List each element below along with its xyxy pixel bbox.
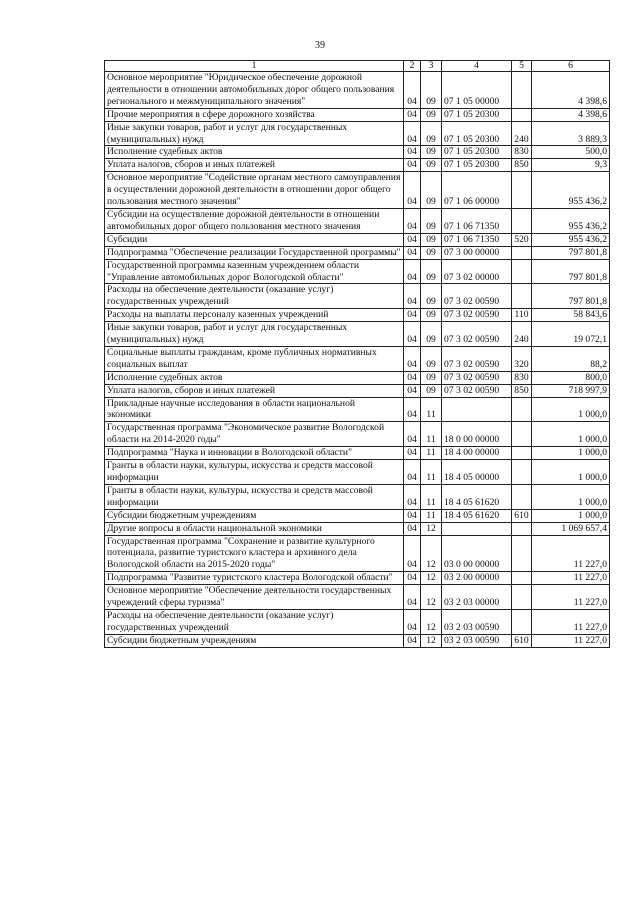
cell-expense-type [512,585,532,610]
cell-name: Социальные выплаты гражданам, кроме публичных нормативных социальных выплат [105,346,404,371]
cell-subsection: 11 [421,509,442,522]
cell-name: Государственной программы казенным учреждением области "Управление автомобильных дорог Вологодской области" [105,259,404,284]
table-row [105,535,610,572]
table-row [105,72,610,109]
cell-subsection: 11 [421,460,442,485]
cell-expense-type [512,72,532,109]
cell-section: 04 [404,233,421,246]
table-row [105,447,610,460]
table-row [105,422,610,447]
cell-target: 07 1 05 20300 [442,121,512,146]
cell-section: 04 [404,609,421,634]
cell-section: 04 [404,246,421,259]
cell-subsection: 09 [421,159,442,172]
cell-expense-type: 830 [512,371,532,384]
cell-amount: 797 801,8 [532,246,610,259]
cell-name: Расходы на выплаты персоналу казенных учреждений [105,309,404,322]
cell-name: Исполнение судебных актов [105,371,404,384]
header-cell-expense-type: 5 [512,61,532,72]
cell-amount: 4 398,6 [532,72,610,109]
cell-amount: 11 227,0 [532,634,610,647]
cell-target: 07 1 05 20300 [442,108,512,121]
cell-section: 04 [404,422,421,447]
cell-expense-type: 850 [512,159,532,172]
cell-name: Подпрограмма "Наука и инновации в Вологодской области" [105,447,404,460]
table-row [105,259,610,284]
cell-subsection: 09 [421,208,442,233]
cell-subsection: 09 [421,172,442,209]
cell-name: Уплата налогов, сборов и иных платежей [105,384,404,397]
cell-section: 04 [404,208,421,233]
table-row [105,509,610,522]
cell-subsection: 09 [421,259,442,284]
cell-section: 04 [404,346,421,371]
cell-name: Государственная программа "Экономическое развитие Вологодской области на 2014-2020 годы" [105,422,404,447]
cell-subsection: 09 [421,146,442,159]
cell-target [442,522,512,535]
cell-name: Иные закупки товаров, работ и услуг для государственных (муниципальных) нужд [105,121,404,146]
cell-amount: 955 436,2 [532,172,610,209]
cell-amount: 500,0 [532,146,610,159]
cell-expense-type: 110 [512,309,532,322]
cell-expense-type [512,108,532,121]
cell-subsection: 09 [421,284,442,309]
cell-target: 07 1 05 00000 [442,72,512,109]
cell-target: 18 4 05 00000 [442,460,512,485]
header-cell-target: 4 [442,61,512,72]
table-row [105,397,610,422]
cell-expense-type: 610 [512,634,532,647]
header-cell-section: 2 [404,61,421,72]
cell-subsection: 11 [421,422,442,447]
cell-name: Субсидии бюджетным учреждениям [105,634,404,647]
cell-name: Субсидии на осуществление дорожной деятельности в отношении автомобильных дорог общего пользования местного значения [105,208,404,233]
cell-subsection: 11 [421,484,442,509]
cell-target: 07 1 05 20300 [442,146,512,159]
cell-section: 04 [404,634,421,647]
cell-target: 07 3 00 00000 [442,246,512,259]
cell-name: Государственная программа "Сохранение и развитие культурного потенциала, развитие туристского кластера и архивного дела Вологодской области на 2015-2020 годы" [105,535,404,572]
header-cell-name: 1 [105,61,404,72]
budget-table [104,60,610,648]
cell-section: 04 [404,284,421,309]
table-row [105,208,610,233]
header-cell-amount: 6 [532,61,610,72]
cell-name: Расходы на обеспечение деятельности (оказание услуг) государственных учреждений [105,284,404,309]
cell-section: 04 [404,509,421,522]
table-row [105,484,610,509]
table-row [105,346,610,371]
cell-amount: 1 000,0 [532,460,610,485]
cell-target: 03 2 03 00590 [442,634,512,647]
cell-subsection: 09 [421,384,442,397]
table-row [105,159,610,172]
cell-target: 03 2 00 00000 [442,572,512,585]
cell-target: 18 4 00 00000 [442,447,512,460]
cell-name: Другие вопросы в области национальной экономики [105,522,404,535]
cell-section: 04 [404,259,421,284]
cell-target: 07 3 02 00590 [442,309,512,322]
cell-amount: 718 997,9 [532,384,610,397]
cell-amount: 1 000,0 [532,397,610,422]
cell-subsection: 09 [421,322,442,347]
cell-name: Гранты в области науки, культуры, искусства и средств массовой информации [105,460,404,485]
table-row [105,585,610,610]
cell-expense-type: 850 [512,384,532,397]
cell-subsection: 12 [421,535,442,572]
cell-amount: 800,0 [532,371,610,384]
cell-section: 04 [404,146,421,159]
cell-target [442,397,512,422]
cell-subsection: 11 [421,397,442,422]
table-row [105,146,610,159]
cell-amount: 4 398,6 [532,108,610,121]
cell-target: 18 0 00 00000 [442,422,512,447]
table-row [105,121,610,146]
cell-target: 07 1 06 00000 [442,172,512,209]
cell-name: Прочие мероприятия в сфере дорожного хозяйства [105,108,404,121]
table-row [105,233,610,246]
cell-expense-type: 320 [512,346,532,371]
cell-expense-type [512,460,532,485]
cell-expense-type: 240 [512,322,532,347]
cell-target: 03 2 03 00590 [442,609,512,634]
cell-amount: 1 069 657,4 [532,522,610,535]
cell-target: 03 0 00 00000 [442,535,512,572]
cell-expense-type [512,208,532,233]
cell-expense-type [512,259,532,284]
cell-subsection: 12 [421,609,442,634]
cell-section: 04 [404,572,421,585]
cell-expense-type: 830 [512,146,532,159]
cell-expense-type: 610 [512,509,532,522]
table-row [105,634,610,647]
cell-name: Прикладные научные исследования в области национальной экономики [105,397,404,422]
table-row [105,384,610,397]
cell-amount: 1 000,0 [532,447,610,460]
cell-subsection: 09 [421,246,442,259]
cell-target: 18 4 05 61620 [442,509,512,522]
cell-target: 07 3 02 00590 [442,322,512,347]
cell-amount: 1 000,0 [532,422,610,447]
cell-amount: 19 072,1 [532,322,610,347]
cell-name: Основное мероприятие "Содействие органам местного самоуправления в осуществлении дорожной деятельности в отношении дорог общего пользования местного значения" [105,172,404,209]
cell-subsection: 11 [421,447,442,460]
cell-section: 04 [404,322,421,347]
cell-subsection: 09 [421,108,442,121]
cell-name: Основное мероприятие "Юридическое обеспечение дорожной деятельности в отношении автомобильных дорог общего пользования регионального и межмуниципального значения" [105,72,404,109]
cell-target: 03 2 03 00000 [442,585,512,610]
cell-expense-type: 240 [512,121,532,146]
cell-expense-type [512,172,532,209]
cell-amount: 955 436,2 [532,233,610,246]
cell-target: 07 3 02 00590 [442,346,512,371]
cell-subsection: 12 [421,585,442,610]
cell-section: 04 [404,309,421,322]
cell-name: Иные закупки товаров, работ и услуг для государственных (муниципальных) нужд [105,322,404,347]
cell-amount: 9,3 [532,159,610,172]
cell-amount: 955 436,2 [532,208,610,233]
cell-section: 04 [404,522,421,535]
cell-section: 04 [404,397,421,422]
cell-name: Субсидии бюджетным учреждениям [105,509,404,522]
table-row [105,522,610,535]
cell-section: 04 [404,371,421,384]
table-row [105,108,610,121]
cell-amount: 797 801,8 [532,284,610,309]
table-row [105,172,610,209]
cell-section: 04 [404,484,421,509]
cell-amount: 1 000,0 [532,509,610,522]
cell-expense-type [512,284,532,309]
cell-section: 04 [404,384,421,397]
cell-amount: 11 227,0 [532,535,610,572]
cell-section: 04 [404,460,421,485]
cell-target: 07 3 02 00590 [442,284,512,309]
cell-subsection: 09 [421,309,442,322]
table-row [105,371,610,384]
cell-subsection: 09 [421,233,442,246]
cell-section: 04 [404,172,421,209]
cell-section: 04 [404,447,421,460]
cell-name: Уплата налогов, сборов и иных платежей [105,159,404,172]
cell-name: Подпрограмма "Обеспечение реализации Государственной программы" [105,246,404,259]
cell-expense-type [512,609,532,634]
cell-target: 07 1 06 71350 [442,208,512,233]
cell-subsection: 09 [421,346,442,371]
cell-name: Субсидии [105,233,404,246]
table-row [105,572,610,585]
cell-expense-type [512,535,532,572]
cell-target: 07 3 02 00590 [442,371,512,384]
cell-name: Подпрограмма "Развитие туристского кластера Вологодской области" [105,572,404,585]
cell-section: 04 [404,72,421,109]
cell-target: 07 3 02 00590 [442,384,512,397]
cell-amount: 3 889,3 [532,121,610,146]
cell-section: 04 [404,535,421,572]
header-row [105,61,610,72]
cell-expense-type: 520 [512,233,532,246]
cell-amount: 11 227,0 [532,572,610,585]
cell-expense-type [512,522,532,535]
page-number: 39 [315,40,325,51]
cell-amount: 88,2 [532,346,610,371]
cell-target: 07 1 06 71350 [442,233,512,246]
cell-name: Исполнение судебных актов [105,146,404,159]
cell-target: 07 3 02 00000 [442,259,512,284]
table-row [105,284,610,309]
cell-name: Гранты в области науки, культуры, искусства и средств массовой информации [105,484,404,509]
cell-amount: 797 801,8 [532,259,610,284]
cell-target: 18 4 05 61620 [442,484,512,509]
header-cell-subsection: 3 [421,61,442,72]
cell-subsection: 12 [421,634,442,647]
cell-expense-type [512,397,532,422]
cell-subsection: 09 [421,121,442,146]
cell-expense-type [512,246,532,259]
cell-name: Расходы на обеспечение деятельности (оказание услуг) государственных учреждений [105,609,404,634]
cell-amount: 11 227,0 [532,609,610,634]
table-row [105,609,610,634]
cell-section: 04 [404,159,421,172]
cell-expense-type [512,422,532,447]
cell-amount: 11 227,0 [532,585,610,610]
cell-amount: 58 843,6 [532,309,610,322]
cell-name: Основное мероприятие "Обеспечение деятельности государственных учреждений сферы туризма" [105,585,404,610]
cell-subsection: 09 [421,371,442,384]
cell-amount: 1 000,0 [532,484,610,509]
cell-section: 04 [404,108,421,121]
cell-expense-type [512,572,532,585]
cell-subsection: 12 [421,572,442,585]
table-body [105,72,610,648]
cell-target: 07 1 05 20300 [442,159,512,172]
cell-section: 04 [404,585,421,610]
cell-subsection: 12 [421,522,442,535]
table-row [105,322,610,347]
cell-expense-type [512,484,532,509]
table-row [105,246,610,259]
cell-expense-type [512,447,532,460]
cell-subsection: 09 [421,72,442,109]
cell-section: 04 [404,121,421,146]
table-row [105,460,610,485]
table-row [105,309,610,322]
